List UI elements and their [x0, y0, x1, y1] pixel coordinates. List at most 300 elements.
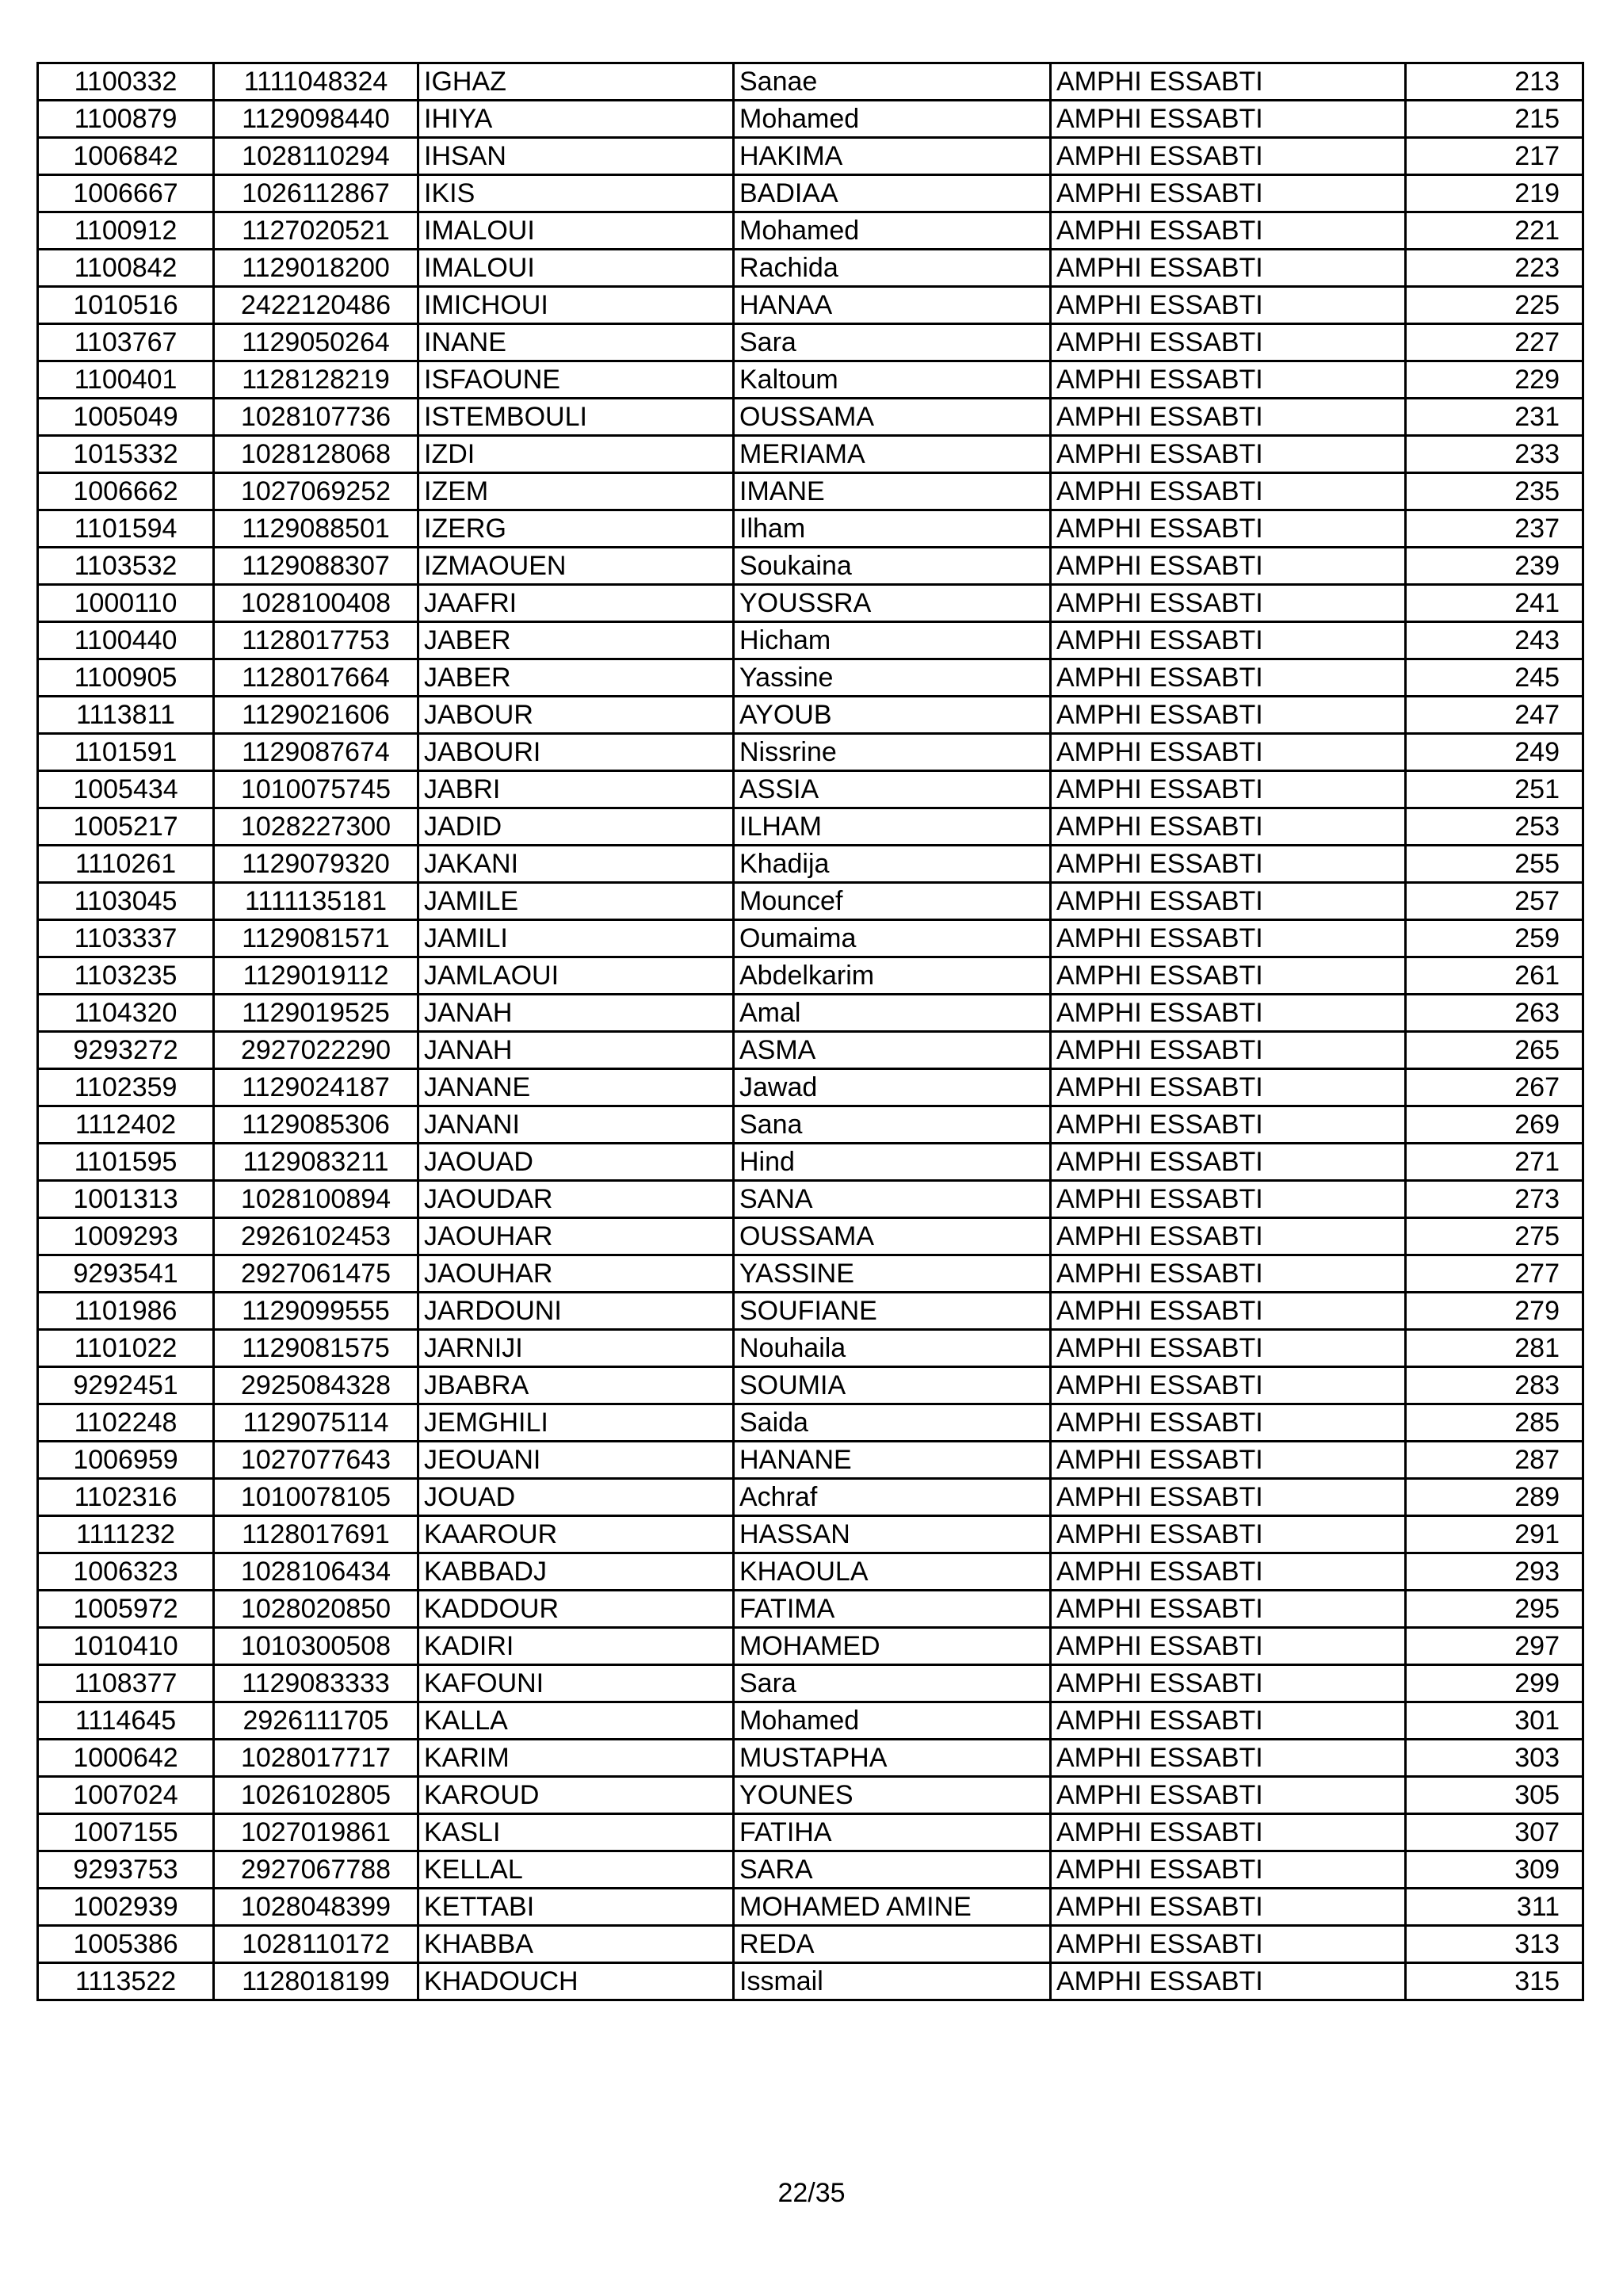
room-cell: AMPHI ESSABTI	[1051, 324, 1406, 361]
seat-number-cell: 285	[1406, 1404, 1583, 1442]
table-row	[38, 1218, 1583, 1255]
first-name-cell: Soukaina	[734, 548, 1051, 585]
first-name-cell: SARA	[734, 1851, 1051, 1889]
last-name-cell: IZERG	[418, 510, 734, 548]
last-name-cell: KADIRI	[418, 1628, 734, 1665]
room-cell: AMPHI ESSABTI	[1051, 957, 1406, 995]
code-cell: 1028106434	[214, 1553, 418, 1591]
code-cell: 2927061475	[214, 1255, 418, 1293]
seat-number-cell: 295	[1406, 1591, 1583, 1628]
first-name-cell: ILHAM	[734, 808, 1051, 846]
table-row	[38, 138, 1583, 175]
room-cell: AMPHI ESSABTI	[1051, 63, 1406, 101]
room-cell: AMPHI ESSABTI	[1051, 920, 1406, 957]
code-cell: 1129075114	[214, 1404, 418, 1442]
last-name-cell: KHADOUCH	[418, 1963, 734, 2000]
student-id-cell: 1006959	[38, 1442, 214, 1479]
room-cell: AMPHI ESSABTI	[1051, 1330, 1406, 1367]
room-cell: AMPHI ESSABTI	[1051, 995, 1406, 1032]
student-id-cell: 1000110	[38, 585, 214, 622]
seat-number-cell: 239	[1406, 548, 1583, 585]
room-cell: AMPHI ESSABTI	[1051, 734, 1406, 771]
last-name-cell: JABER	[418, 622, 734, 659]
room-cell: AMPHI ESSABTI	[1051, 1963, 1406, 2000]
seat-number-cell: 305	[1406, 1777, 1583, 1814]
seat-number-cell: 235	[1406, 473, 1583, 510]
table-row	[38, 324, 1583, 361]
code-cell: 1129024187	[214, 1069, 418, 1106]
last-name-cell: KAROUD	[418, 1777, 734, 1814]
code-cell: 1010300508	[214, 1628, 418, 1665]
table-row	[38, 585, 1583, 622]
student-id-cell: 1112402	[38, 1106, 214, 1144]
table-row	[38, 1144, 1583, 1181]
code-cell: 1010075745	[214, 771, 418, 808]
table-row	[38, 697, 1583, 734]
student-id-cell: 1002939	[38, 1889, 214, 1926]
room-cell: AMPHI ESSABTI	[1051, 399, 1406, 436]
first-name-cell: MOHAMED	[734, 1628, 1051, 1665]
first-name-cell: Sara	[734, 324, 1051, 361]
last-name-cell: IHIYA	[418, 101, 734, 138]
seat-number-cell: 213	[1406, 63, 1583, 101]
room-cell: AMPHI ESSABTI	[1051, 1293, 1406, 1330]
last-name-cell: JABRI	[418, 771, 734, 808]
student-id-cell: 1100440	[38, 622, 214, 659]
seat-number-cell: 287	[1406, 1442, 1583, 1479]
room-cell: AMPHI ESSABTI	[1051, 361, 1406, 399]
last-name-cell: KAAROUR	[418, 1516, 734, 1553]
code-cell: 1129019112	[214, 957, 418, 995]
room-cell: AMPHI ESSABTI	[1051, 473, 1406, 510]
table-row	[38, 846, 1583, 883]
table-row	[38, 771, 1583, 808]
first-name-cell: KHAOULA	[734, 1553, 1051, 1591]
table-row	[38, 436, 1583, 473]
student-id-cell: 9293753	[38, 1851, 214, 1889]
last-name-cell: IZEM	[418, 473, 734, 510]
last-name-cell: KAFOUNI	[418, 1665, 734, 1702]
table-row	[38, 1032, 1583, 1069]
seat-number-cell: 245	[1406, 659, 1583, 697]
last-name-cell: IZMAOUEN	[418, 548, 734, 585]
code-cell: 1028110294	[214, 138, 418, 175]
first-name-cell: SOUMIA	[734, 1367, 1051, 1404]
last-name-cell: JANAH	[418, 995, 734, 1032]
first-name-cell: Kaltoum	[734, 361, 1051, 399]
first-name-cell: YOUSSRA	[734, 585, 1051, 622]
table-row	[38, 1553, 1583, 1591]
code-cell: 1129099555	[214, 1293, 418, 1330]
table-row	[38, 1330, 1583, 1367]
first-name-cell: BADIAA	[734, 175, 1051, 212]
room-cell: AMPHI ESSABTI	[1051, 175, 1406, 212]
first-name-cell: OUSSAMA	[734, 1218, 1051, 1255]
first-name-cell: Jawad	[734, 1069, 1051, 1106]
room-cell: AMPHI ESSABTI	[1051, 1926, 1406, 1963]
code-cell: 1028017717	[214, 1740, 418, 1777]
seat-number-cell: 299	[1406, 1665, 1583, 1702]
seat-number-cell: 297	[1406, 1628, 1583, 1665]
table-row	[38, 1777, 1583, 1814]
last-name-cell: JARDOUNI	[418, 1293, 734, 1330]
seat-number-cell: 277	[1406, 1255, 1583, 1293]
code-cell: 1129088501	[214, 510, 418, 548]
code-cell: 2927022290	[214, 1032, 418, 1069]
last-name-cell: JAMLAOUI	[418, 957, 734, 995]
room-cell: AMPHI ESSABTI	[1051, 510, 1406, 548]
seat-number-cell: 233	[1406, 436, 1583, 473]
room-cell: AMPHI ESSABTI	[1051, 138, 1406, 175]
room-cell: AMPHI ESSABTI	[1051, 883, 1406, 920]
student-id-cell: 9293272	[38, 1032, 214, 1069]
last-name-cell: IMICHOUI	[418, 287, 734, 324]
student-id-cell: 1110261	[38, 846, 214, 883]
seat-number-cell: 227	[1406, 324, 1583, 361]
student-id-cell: 1006323	[38, 1553, 214, 1591]
room-cell: AMPHI ESSABTI	[1051, 585, 1406, 622]
first-name-cell: Saida	[734, 1404, 1051, 1442]
seat-number-cell: 271	[1406, 1144, 1583, 1181]
seat-number-cell: 247	[1406, 697, 1583, 734]
seat-number-cell: 265	[1406, 1032, 1583, 1069]
room-cell: AMPHI ESSABTI	[1051, 808, 1406, 846]
code-cell: 1129019525	[214, 995, 418, 1032]
seat-number-cell: 251	[1406, 771, 1583, 808]
seat-number-cell: 219	[1406, 175, 1583, 212]
student-id-cell: 1103045	[38, 883, 214, 920]
code-cell: 1129021606	[214, 697, 418, 734]
last-name-cell: JAAFRI	[418, 585, 734, 622]
seat-number-cell: 217	[1406, 138, 1583, 175]
seat-number-cell: 261	[1406, 957, 1583, 995]
first-name-cell: HANANE	[734, 1442, 1051, 1479]
table-row	[38, 1963, 1583, 2000]
student-id-cell: 1010410	[38, 1628, 214, 1665]
room-cell: AMPHI ESSABTI	[1051, 1553, 1406, 1591]
room-cell: AMPHI ESSABTI	[1051, 436, 1406, 473]
table-row	[38, 548, 1583, 585]
first-name-cell: HAKIMA	[734, 138, 1051, 175]
table-body	[38, 63, 1583, 2000]
student-id-cell: 1100912	[38, 212, 214, 250]
last-name-cell: JAOUAD	[418, 1144, 734, 1181]
code-cell: 1028020850	[214, 1591, 418, 1628]
seat-number-cell: 315	[1406, 1963, 1583, 2000]
student-id-cell: 1114645	[38, 1702, 214, 1740]
student-id-cell: 1100332	[38, 63, 214, 101]
last-name-cell: JOUAD	[418, 1479, 734, 1516]
code-cell: 1129050264	[214, 324, 418, 361]
student-id-cell: 1101591	[38, 734, 214, 771]
room-cell: AMPHI ESSABTI	[1051, 1442, 1406, 1479]
student-id-cell: 1005217	[38, 808, 214, 846]
seat-number-cell: 215	[1406, 101, 1583, 138]
first-name-cell: Oumaima	[734, 920, 1051, 957]
code-cell: 2927067788	[214, 1851, 418, 1889]
room-cell: AMPHI ESSABTI	[1051, 1255, 1406, 1293]
seat-number-cell: 273	[1406, 1181, 1583, 1218]
student-id-cell: 1100842	[38, 250, 214, 287]
first-name-cell: Yassine	[734, 659, 1051, 697]
first-name-cell: Mouncef	[734, 883, 1051, 920]
student-id-cell: 1005972	[38, 1591, 214, 1628]
seat-number-cell: 311	[1406, 1889, 1583, 1926]
code-cell: 1026102805	[214, 1777, 418, 1814]
room-cell: AMPHI ESSABTI	[1051, 101, 1406, 138]
first-name-cell: Ilham	[734, 510, 1051, 548]
room-cell: AMPHI ESSABTI	[1051, 287, 1406, 324]
code-cell: 1028227300	[214, 808, 418, 846]
last-name-cell: IKIS	[418, 175, 734, 212]
table-row	[38, 1889, 1583, 1926]
table-row	[38, 1516, 1583, 1553]
student-id-cell: 1102359	[38, 1069, 214, 1106]
first-name-cell: Sana	[734, 1106, 1051, 1144]
table-row	[38, 361, 1583, 399]
student-id-cell: 1102316	[38, 1479, 214, 1516]
seat-number-cell: 231	[1406, 399, 1583, 436]
last-name-cell: JABOURI	[418, 734, 734, 771]
seat-number-cell: 283	[1406, 1367, 1583, 1404]
table-row	[38, 1069, 1583, 1106]
student-id-cell: 1006667	[38, 175, 214, 212]
code-cell: 1028100894	[214, 1181, 418, 1218]
code-cell: 1129087674	[214, 734, 418, 771]
last-name-cell: JAOUDAR	[418, 1181, 734, 1218]
room-cell: AMPHI ESSABTI	[1051, 846, 1406, 883]
student-id-cell: 1103337	[38, 920, 214, 957]
last-name-cell: JAMILI	[418, 920, 734, 957]
seat-number-cell: 225	[1406, 287, 1583, 324]
last-name-cell: KADDOUR	[418, 1591, 734, 1628]
last-name-cell: JBABRA	[418, 1367, 734, 1404]
last-name-cell: IZDI	[418, 436, 734, 473]
room-cell: AMPHI ESSABTI	[1051, 212, 1406, 250]
room-cell: AMPHI ESSABTI	[1051, 1516, 1406, 1553]
last-name-cell: JADID	[418, 808, 734, 846]
table-row	[38, 1591, 1583, 1628]
code-cell: 1111135181	[214, 883, 418, 920]
last-name-cell: JANANE	[418, 1069, 734, 1106]
code-cell: 1129018200	[214, 250, 418, 287]
first-name-cell: OUSSAMA	[734, 399, 1051, 436]
last-name-cell: IHSAN	[418, 138, 734, 175]
page-number: 22/35	[777, 2178, 846, 2208]
table-row	[38, 1255, 1583, 1293]
room-cell: AMPHI ESSABTI	[1051, 771, 1406, 808]
room-cell: AMPHI ESSABTI	[1051, 1479, 1406, 1516]
room-cell: AMPHI ESSABTI	[1051, 1218, 1406, 1255]
student-id-cell: 1001313	[38, 1181, 214, 1218]
first-name-cell: FATIMA	[734, 1591, 1051, 1628]
room-cell: AMPHI ESSABTI	[1051, 1404, 1406, 1442]
last-name-cell: JEMGHILI	[418, 1404, 734, 1442]
first-name-cell: YASSINE	[734, 1255, 1051, 1293]
room-cell: AMPHI ESSABTI	[1051, 659, 1406, 697]
seat-number-cell: 241	[1406, 585, 1583, 622]
table-row	[38, 212, 1583, 250]
last-name-cell: JAOUHAR	[418, 1218, 734, 1255]
student-id-cell: 1103532	[38, 548, 214, 585]
last-name-cell: JANANI	[418, 1106, 734, 1144]
seat-number-cell: 257	[1406, 883, 1583, 920]
student-id-cell: 1005434	[38, 771, 214, 808]
room-cell: AMPHI ESSABTI	[1051, 697, 1406, 734]
code-cell: 2422120486	[214, 287, 418, 324]
code-cell: 1129083211	[214, 1144, 418, 1181]
code-cell: 1028128068	[214, 436, 418, 473]
first-name-cell: MUSTAPHA	[734, 1740, 1051, 1777]
table-row	[38, 63, 1583, 101]
code-cell: 1129098440	[214, 101, 418, 138]
last-name-cell: KALLA	[418, 1702, 734, 1740]
seat-number-cell: 301	[1406, 1702, 1583, 1740]
code-cell: 1129085306	[214, 1106, 418, 1144]
student-id-cell: 1101594	[38, 510, 214, 548]
first-name-cell: Sara	[734, 1665, 1051, 1702]
room-cell: AMPHI ESSABTI	[1051, 1665, 1406, 1702]
code-cell: 1028107736	[214, 399, 418, 436]
seat-number-cell: 303	[1406, 1740, 1583, 1777]
code-cell: 1129079320	[214, 846, 418, 883]
table-row	[38, 175, 1583, 212]
code-cell: 1111048324	[214, 63, 418, 101]
last-name-cell: JEOUANI	[418, 1442, 734, 1479]
table-row	[38, 510, 1583, 548]
table-row	[38, 1181, 1583, 1218]
code-cell: 2925084328	[214, 1367, 418, 1404]
last-name-cell: JANAH	[418, 1032, 734, 1069]
code-cell: 1128017664	[214, 659, 418, 697]
code-cell: 1129088307	[214, 548, 418, 585]
seat-number-cell: 237	[1406, 510, 1583, 548]
table-row	[38, 250, 1583, 287]
last-name-cell: KASLI	[418, 1814, 734, 1851]
room-cell: AMPHI ESSABTI	[1051, 1702, 1406, 1740]
last-name-cell: JAOUHAR	[418, 1255, 734, 1293]
seat-number-cell: 249	[1406, 734, 1583, 771]
table-row	[38, 1851, 1583, 1889]
room-cell: AMPHI ESSABTI	[1051, 1889, 1406, 1926]
first-name-cell: SANA	[734, 1181, 1051, 1218]
table-row	[38, 622, 1583, 659]
table-row	[38, 287, 1583, 324]
last-name-cell: INANE	[418, 324, 734, 361]
seat-number-cell: 253	[1406, 808, 1583, 846]
first-name-cell: ASSIA	[734, 771, 1051, 808]
seat-number-cell: 275	[1406, 1218, 1583, 1255]
first-name-cell: Hicham	[734, 622, 1051, 659]
code-cell: 1026112867	[214, 175, 418, 212]
student-id-cell: 1100905	[38, 659, 214, 697]
room-cell: AMPHI ESSABTI	[1051, 1032, 1406, 1069]
code-cell: 1028100408	[214, 585, 418, 622]
room-cell: AMPHI ESSABTI	[1051, 1814, 1406, 1851]
first-name-cell: Khadija	[734, 846, 1051, 883]
student-id-cell: 1006842	[38, 138, 214, 175]
first-name-cell: Nouhaila	[734, 1330, 1051, 1367]
last-name-cell: JAMILE	[418, 883, 734, 920]
seat-number-cell: 289	[1406, 1479, 1583, 1516]
last-name-cell: IMALOUI	[418, 250, 734, 287]
code-cell: 1010078105	[214, 1479, 418, 1516]
code-cell: 1027019861	[214, 1814, 418, 1851]
student-id-cell: 1101595	[38, 1144, 214, 1181]
first-name-cell: HANAA	[734, 287, 1051, 324]
seat-number-cell: 309	[1406, 1851, 1583, 1889]
last-name-cell: IMALOUI	[418, 212, 734, 250]
table-row	[38, 1367, 1583, 1404]
last-name-cell: IGHAZ	[418, 63, 734, 101]
room-cell: AMPHI ESSABTI	[1051, 1144, 1406, 1181]
student-id-cell: 1113522	[38, 1963, 214, 2000]
seat-number-cell: 243	[1406, 622, 1583, 659]
first-name-cell: ASMA	[734, 1032, 1051, 1069]
first-name-cell: FATIHA	[734, 1814, 1051, 1851]
last-name-cell: ISTEMBOULI	[418, 399, 734, 436]
last-name-cell: JARNIJI	[418, 1330, 734, 1367]
last-name-cell: KETTABI	[418, 1889, 734, 1926]
first-name-cell: Nissrine	[734, 734, 1051, 771]
student-id-cell: 1006662	[38, 473, 214, 510]
seat-number-cell: 281	[1406, 1330, 1583, 1367]
student-id-cell: 1010516	[38, 287, 214, 324]
table-row	[38, 473, 1583, 510]
student-id-cell: 1007024	[38, 1777, 214, 1814]
student-id-cell: 1103235	[38, 957, 214, 995]
first-name-cell: Hind	[734, 1144, 1051, 1181]
first-name-cell: Sanae	[734, 63, 1051, 101]
table-row	[38, 995, 1583, 1032]
table-row	[38, 920, 1583, 957]
room-cell: AMPHI ESSABTI	[1051, 1367, 1406, 1404]
first-name-cell: Abdelkarim	[734, 957, 1051, 995]
code-cell: 1129081571	[214, 920, 418, 957]
room-cell: AMPHI ESSABTI	[1051, 1851, 1406, 1889]
first-name-cell: Mohamed	[734, 101, 1051, 138]
seat-number-cell: 229	[1406, 361, 1583, 399]
room-cell: AMPHI ESSABTI	[1051, 1106, 1406, 1144]
code-cell: 1027069252	[214, 473, 418, 510]
first-name-cell: Achraf	[734, 1479, 1051, 1516]
room-cell: AMPHI ESSABTI	[1051, 250, 1406, 287]
code-cell: 1027077643	[214, 1442, 418, 1479]
first-name-cell: MERIAMA	[734, 436, 1051, 473]
code-cell: 1128017691	[214, 1516, 418, 1553]
seat-number-cell: 255	[1406, 846, 1583, 883]
seat-number-cell: 221	[1406, 212, 1583, 250]
student-id-cell: 1101986	[38, 1293, 214, 1330]
table-row	[38, 883, 1583, 920]
last-name-cell: JABER	[418, 659, 734, 697]
student-id-cell: 1108377	[38, 1665, 214, 1702]
seat-number-cell: 291	[1406, 1516, 1583, 1553]
seat-number-cell: 307	[1406, 1814, 1583, 1851]
seat-number-cell: 293	[1406, 1553, 1583, 1591]
seat-number-cell: 313	[1406, 1926, 1583, 1963]
student-id-cell: 1100879	[38, 101, 214, 138]
table-row	[38, 101, 1583, 138]
last-name-cell: KABBADJ	[418, 1553, 734, 1591]
first-name-cell: MOHAMED AMINE	[734, 1889, 1051, 1926]
last-name-cell: KHABBA	[418, 1926, 734, 1963]
first-name-cell: SOUFIANE	[734, 1293, 1051, 1330]
last-name-cell: JABOUR	[418, 697, 734, 734]
table-row	[38, 1404, 1583, 1442]
code-cell: 1129081575	[214, 1330, 418, 1367]
code-cell: 1127020521	[214, 212, 418, 250]
